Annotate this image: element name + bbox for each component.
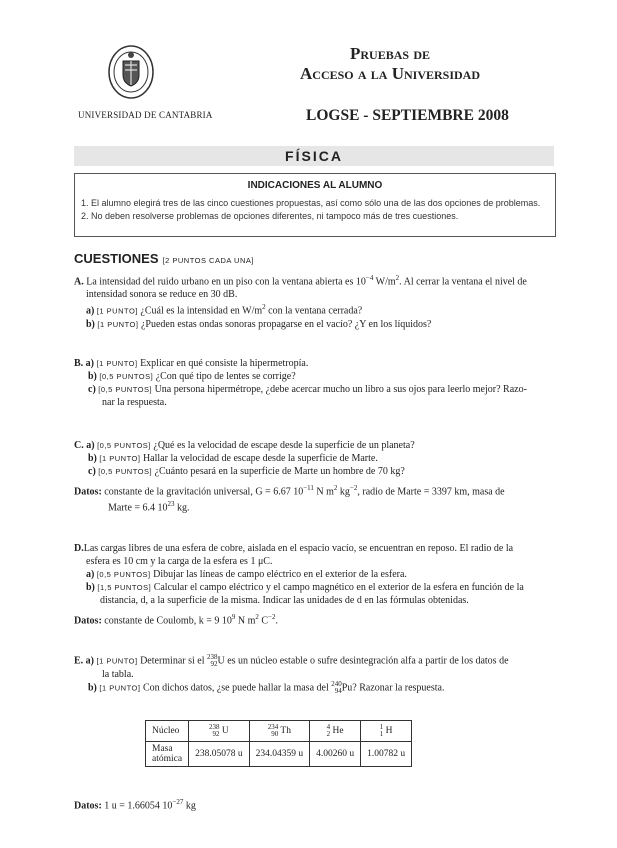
table-cell: 1.00782 u xyxy=(361,742,412,767)
university-name: UNIVERSIDAD DE CANTABRIA xyxy=(78,110,213,120)
subject-band xyxy=(74,146,554,166)
question-e: E. a) [1 PUNTO] Determinar si el 238 92U es un núcleo estable o sufre desintegración alfa a partir de los datos de la tabla. b) [1 PUNTO] Con dichos datos, ¿se puede hallar la masa del 240 94Pu? Razonar la respuesta. xyxy=(74,653,509,695)
subject-title: FÍSICA xyxy=(285,148,343,164)
question-label: C. xyxy=(74,440,84,451)
table-cell: 1 1 H xyxy=(361,721,412,742)
instruction-item: 1. El alumno elegirá tres de las cinco cuestiones propuestas, así como sólo una de las dos opciones de problemas. xyxy=(81,198,541,208)
question-e-data: Datos: 1 u = 1.66054 $10^{-27}$ kg xyxy=(74,798,196,812)
table-cell: Masa atómica xyxy=(146,742,189,767)
section-points: [2 PUNTOS CADA UNA] xyxy=(162,256,254,265)
table-cell: 234.04359 u xyxy=(249,742,310,767)
question-c: C. a) [0,5 PUNTOS] ¿Qué es la velocidad de escape desde la superficie de un planeta? b) [1 PUNTO] Hallar la velocidad de escape desde la superficie de Marte. c) [0,5 PUNTOS] ¿Cuánto pesará en la superficie de Marte un hombre de 70 kg? Datos: constante de la gravitación universal, G = 6.67 $10^{-11}$ N $m^2$ $kg^{-2}$, radio de Marte = 3397 km, masa de Marte = 6.4 $10^{23}$ kg. xyxy=(74,440,505,514)
table-row xyxy=(146,742,412,767)
table-cell: 4 2 He xyxy=(310,721,361,742)
nuclear-mass-table xyxy=(145,720,412,767)
question-d: D.Las cargas libres de una esfera de cobre, aislada en el espacio vacío, se encuentran en reposo. El radio de la esfera es 10 cm y la carga de la esfera es 1 μC. a) [0,5 PUNTOS] Dibujar las líneas de campo eléctrico en el exterior de la esfera. b) [1,5 PUNTOS] Calcular el campo eléctrico y el campo magnético en el exterior de la esfera en función de la distancia, d, a la superficie de la misma. Indicar las unidades de d en las fórmulas obtenidas. Datos: constante de Coulomb, k = 9 $10^9$ N $m^2$ $C^{-2}$. xyxy=(74,543,524,627)
section-heading xyxy=(74,250,254,268)
section-title: CUESTIONES xyxy=(74,251,159,266)
university-logo xyxy=(106,43,156,101)
table-cell: 4.00260 u xyxy=(310,742,361,767)
instructions-box xyxy=(74,173,556,237)
exam-session: LOGSE - SEPTIEMBRE 2008 xyxy=(306,107,509,124)
instruction-item: 2. No deben resolverse problemas de opciones diferentes, ni tampoco más de tres cuestiones. xyxy=(81,211,459,221)
exam-title-line1: Pruebas de xyxy=(350,44,430,63)
table-row xyxy=(146,721,412,742)
question-label: B. xyxy=(74,358,84,369)
instructions-heading: INDICACIONES AL ALUMNO xyxy=(247,180,383,191)
exam-title-line2: Acceso a la Universidad xyxy=(300,64,480,83)
table-cell: Núcleo xyxy=(146,721,189,742)
question-label: A. xyxy=(74,276,84,288)
question-b: B. a) [1 PUNTO] Explicar en qué consiste la hipermetropía. b) [0,5 PUNTOS] ¿Con qué tipo de lentes se corrige? c) [0,5 PUNTOS] Una persona hipermétrope, ¿debe acercar mucho un libro a sus ojos para leerlo mejor? Razo- nar la respuesta. xyxy=(74,358,527,408)
question-label: D. xyxy=(74,543,84,554)
table-cell: 238.05078 u xyxy=(189,742,250,767)
table-cell: 234 90 Th xyxy=(249,721,310,742)
question-a: A. La intensidad del ruido urbano en un piso con la ventana abierta es $10^{-4}$ $W/m^2$. Al cerrar la ventana el nivel de intensidad sonora se reduce en 30 dB. a) [1 PUNTO] ¿Cuál es la intensidad en $W/m^2$ con la ventana cerrada? b) [1 PUNTO] ¿Pueden estas ondas sonoras propagarse en el vacío? ¿Y en los líquidos? xyxy=(74,274,527,330)
table-cell: 238 92 U xyxy=(189,721,250,742)
question-label: E. xyxy=(74,655,84,667)
